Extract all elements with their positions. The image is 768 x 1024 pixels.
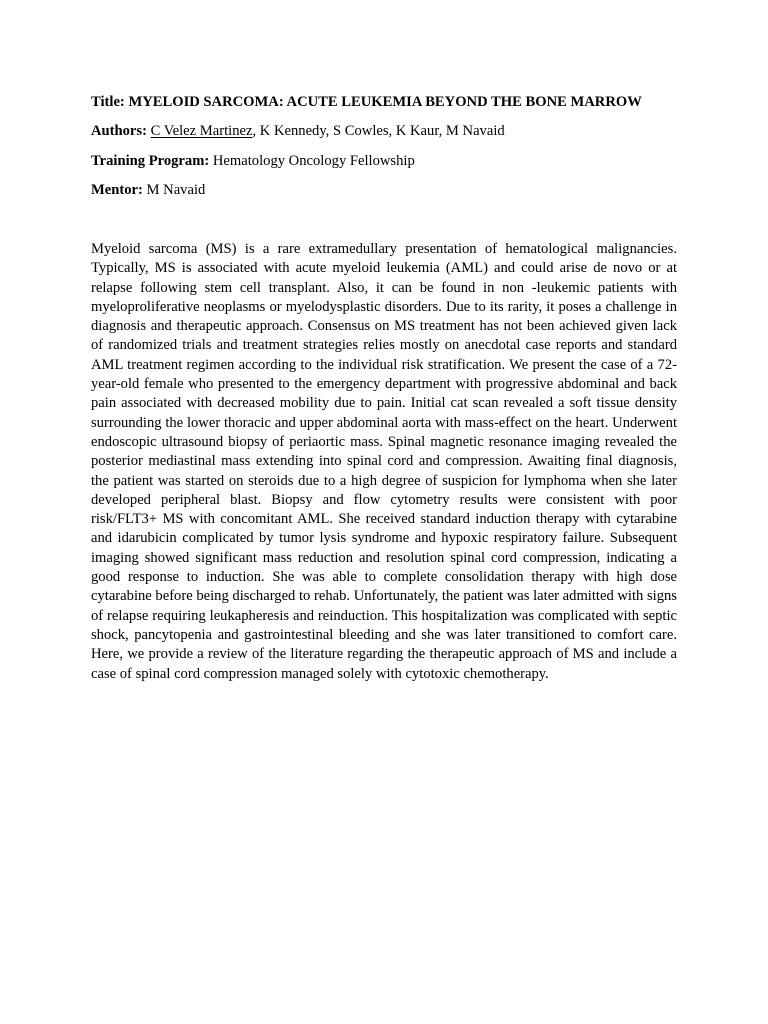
title-line <box>91 93 677 111</box>
authors-line <box>91 122 677 140</box>
training-program-value: Hematology Oncology Fellowship <box>212 152 415 169</box>
co-authors: , K Kennedy, S Cowles, K Kaur, M Navaid <box>252 123 505 140</box>
abstract-header <box>91 93 677 211</box>
mentor-line <box>91 181 677 199</box>
authors-label: Authors: <box>91 123 147 140</box>
training-program-label: Training Program: <box>91 152 210 169</box>
title-label: Title: <box>91 94 125 110</box>
training-program-line <box>91 152 677 170</box>
title-value: MYELOID SARCOMA: ACUTE LEUKEMIA BEYOND THE BONE MARROW <box>128 94 642 110</box>
mentor-value: M Navaid <box>146 182 206 199</box>
presenting-author: C Velez Martinez <box>150 123 253 140</box>
mentor-label: Mentor: <box>91 182 143 199</box>
abstract-body: Myeloid sarcoma (MS) is a rare extramedullary presentation of hematological malignancies. Typically, MS is associated with acute myeloid leukemia (AML) and could arise de novo or at relapse following stem cell transplant. Also, it can be found in non -leukemic patients with myeloproliferative neoplasms or myelodysplastic disorders. Due to its rarity, it poses a challenge in diagnosis and therapeutic approach. Consensus on MS treatment has not been achieved given lack of randomized trials and treatment strategies relies mostly on anecdotal case reports and standard AML treatment regimen according to the individual risk stratification. We present the case of a 72-year-old female who presented to the emergency department with progressive abdominal and back pain associated with decreased mobility due to pain. Initial cat scan revealed a soft tissue density surrounding the lower thoracic and upper abdominal aorta with mass-effect on the heart. Underwent endoscopic ultrasound biopsy of periaortic mass. Spinal magnetic resonance imaging revealed the posterior mediastinal mass extending into spinal cord and compression. Awaiting final diagnosis, the patient was started on steroids due to a high degree of suspicion for lymphoma when she later developed peripheral blast. Biopsy and flow cytometry results were consistent with poor risk/FLT3+ MS with concomitant AML. She received standard induction therapy with cytarabine and idarubicin complicated by tumor lysis syndrome and hypoxic respiratory failure. Subsequent imaging showed significant mass reduction and resolution spinal cord compression, indicating a good response to induction. She was able to complete consolidation therapy with high dose cytarabine before being discharged to rehab. Unfortunately, the patient was later admitted with signs of relapse requiring leukapheresis and reinduction. This hospitalization was complicated with septic shock, pancytopenia and gastrointestinal bleeding and she was later transitioned to comfort care. Here, we provide a review of the literature regarding the therapeutic approach of MS and include a case of spinal cord compression managed solely with cytotoxic chemotherapy. <box>91 241 677 682</box>
